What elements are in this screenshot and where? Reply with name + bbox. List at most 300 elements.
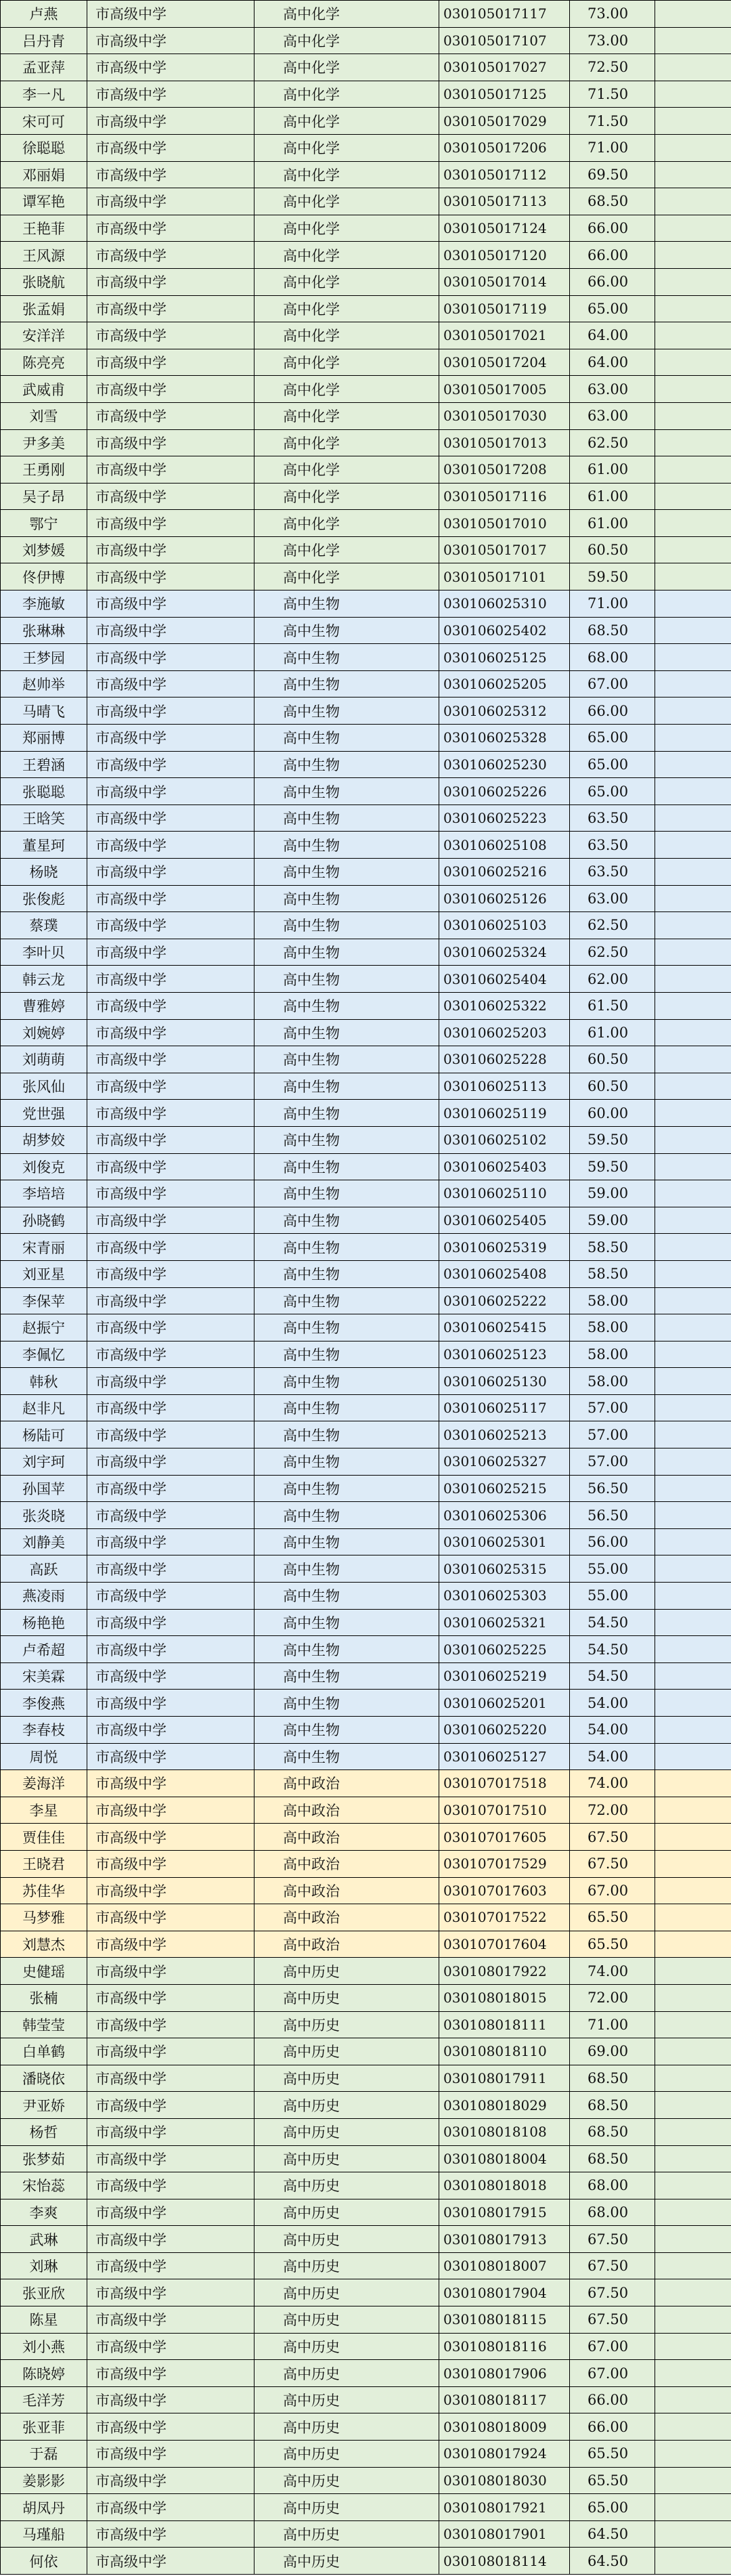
subject-cell: 高中政治	[254, 1824, 439, 1851]
empty-cell	[655, 1931, 731, 1958]
candidate-name-cell: 韩莹莹	[1, 2011, 87, 2038]
school-cell: 市高级中学	[87, 2467, 254, 2494]
table-row	[1, 108, 731, 135]
subject-cell: 高中历史	[254, 2441, 439, 2468]
table-row	[1, 402, 731, 429]
empty-cell	[655, 2333, 731, 2360]
candidate-name-cell: 史健瑶	[1, 1958, 87, 1985]
ticket-number-cell: 030106025103	[439, 912, 570, 939]
table-row	[1, 456, 731, 484]
empty-cell	[655, 2494, 731, 2521]
subject-cell: 高中化学	[254, 483, 439, 510]
score-cell: 68.50	[570, 2065, 655, 2092]
subject-cell: 高中历史	[254, 2038, 439, 2065]
score-cell: 63.50	[570, 804, 655, 832]
subject-cell: 高中生物	[254, 966, 439, 993]
score-cell: 63.50	[570, 859, 655, 886]
school-cell: 市高级中学	[87, 1341, 254, 1368]
table-row	[1, 2038, 731, 2065]
table-row	[1, 939, 731, 966]
score-cell: 62.50	[570, 939, 655, 966]
subject-cell: 高中生物	[254, 859, 439, 886]
subject-cell: 高中化学	[254, 188, 439, 215]
candidate-name-cell: 王晗笑	[1, 804, 87, 832]
candidate-name-cell: 姜海洋	[1, 1770, 87, 1797]
subject-cell: 高中生物	[254, 832, 439, 859]
candidate-name-cell: 张风仙	[1, 1073, 87, 1100]
candidate-name-cell: 蔡璞	[1, 912, 87, 939]
table-row	[1, 1046, 731, 1073]
table-row	[1, 1877, 731, 1904]
subject-cell: 高中生物	[254, 1528, 439, 1555]
ticket-number-cell: 030106025110	[439, 1180, 570, 1207]
subject-cell: 高中历史	[254, 1958, 439, 1985]
candidate-name-cell: 武威甫	[1, 376, 87, 403]
score-cell: 58.00	[570, 1314, 655, 1341]
subject-cell: 高中生物	[254, 1502, 439, 1529]
score-cell: 54.50	[570, 1636, 655, 1663]
empty-cell	[655, 536, 731, 563]
score-cell: 67.50	[570, 2306, 655, 2334]
candidate-name-cell: 曹雅婷	[1, 992, 87, 1019]
ticket-number-cell: 030106025312	[439, 697, 570, 725]
ticket-number-cell: 030106025126	[439, 885, 570, 912]
empty-cell	[655, 2360, 731, 2387]
ticket-number-cell: 030106025327	[439, 1448, 570, 1476]
school-cell: 市高级中学	[87, 54, 254, 81]
candidate-name-cell: 高跃	[1, 1555, 87, 1583]
school-cell: 市高级中学	[87, 1448, 254, 1476]
ticket-number-cell: 030108018108	[439, 2118, 570, 2145]
score-cell: 54.00	[570, 1717, 655, 1744]
school-cell: 市高级中学	[87, 778, 254, 805]
ticket-number-cell: 030106025322	[439, 992, 570, 1019]
table-row	[1, 2548, 731, 2575]
empty-cell	[655, 591, 731, 618]
score-cell: 63.50	[570, 832, 655, 859]
score-cell: 57.00	[570, 1394, 655, 1421]
empty-cell	[655, 1609, 731, 1636]
candidate-name-cell: 张梦茹	[1, 2145, 87, 2172]
candidate-name-cell: 燕凌雨	[1, 1583, 87, 1610]
score-cell: 59.00	[570, 1180, 655, 1207]
candidate-name-cell: 张炎晓	[1, 1502, 87, 1529]
subject-cell: 高中历史	[254, 2520, 439, 2548]
empty-cell	[655, 1019, 731, 1046]
score-cell: 54.00	[570, 1743, 655, 1770]
subject-cell: 高中历史	[254, 2145, 439, 2172]
table-row	[1, 563, 731, 591]
school-cell: 市高级中学	[87, 483, 254, 510]
candidate-name-cell: 王梦园	[1, 644, 87, 671]
score-cell: 64.50	[570, 2548, 655, 2575]
table-row	[1, 1260, 731, 1287]
score-cell: 67.50	[570, 2279, 655, 2306]
ticket-number-cell: 030105017124	[439, 215, 570, 242]
ticket-number-cell: 030106025219	[439, 1662, 570, 1690]
candidate-name-cell: 张琳琳	[1, 617, 87, 644]
empty-cell	[655, 1314, 731, 1341]
candidate-name-cell: 周悦	[1, 1743, 87, 1770]
subject-cell: 高中生物	[254, 1073, 439, 1100]
empty-cell	[655, 1502, 731, 1529]
ticket-number-cell: 030106025205	[439, 670, 570, 697]
table-row	[1, 268, 731, 295]
table-row	[1, 1421, 731, 1448]
ticket-number-cell: 030106025303	[439, 1583, 570, 1610]
score-cell: 68.00	[570, 2199, 655, 2226]
ticket-number-cell: 030106025201	[439, 1690, 570, 1717]
empty-cell	[655, 1850, 731, 1877]
ticket-number-cell: 030106025328	[439, 725, 570, 752]
candidate-name-cell: 刘亚星	[1, 1260, 87, 1287]
subject-cell: 高中化学	[254, 161, 439, 188]
school-cell: 市高级中学	[87, 1234, 254, 1261]
subject-cell: 高中化学	[254, 108, 439, 135]
table-row	[1, 2118, 731, 2145]
ticket-number-cell: 030105017029	[439, 108, 570, 135]
school-cell: 市高级中学	[87, 1555, 254, 1583]
ticket-number-cell: 030108018114	[439, 2548, 570, 2575]
score-cell: 59.50	[570, 1153, 655, 1180]
school-cell: 市高级中学	[87, 1153, 254, 1180]
score-cell: 61.00	[570, 456, 655, 484]
empty-cell	[655, 510, 731, 537]
candidate-name-cell: 张楠	[1, 1984, 87, 2011]
empty-cell	[655, 1448, 731, 1476]
subject-cell: 高中历史	[254, 2118, 439, 2145]
score-cell: 65.00	[570, 725, 655, 752]
ticket-number-cell: 030108018116	[439, 2333, 570, 2360]
table-row	[1, 322, 731, 349]
table-row	[1, 429, 731, 456]
school-cell: 市高级中学	[87, 1797, 254, 1824]
empty-cell	[655, 1, 731, 28]
score-cell: 56.50	[570, 1475, 655, 1502]
ticket-number-cell: 030108017915	[439, 2199, 570, 2226]
subject-cell: 高中政治	[254, 1931, 439, 1958]
school-cell: 市高级中学	[87, 536, 254, 563]
candidate-name-cell: 卢燕	[1, 1, 87, 28]
school-cell: 市高级中学	[87, 2011, 254, 2038]
subject-cell: 高中化学	[254, 242, 439, 269]
empty-cell	[655, 1770, 731, 1797]
table-row	[1, 751, 731, 778]
ticket-number-cell: 030105017107	[439, 27, 570, 54]
ticket-number-cell: 030106025223	[439, 804, 570, 832]
subject-cell: 高中化学	[254, 376, 439, 403]
subject-cell: 高中历史	[254, 2494, 439, 2521]
subject-cell: 高中历史	[254, 2548, 439, 2575]
empty-cell	[655, 1528, 731, 1555]
subject-cell: 高中历史	[254, 2172, 439, 2199]
subject-cell: 高中历史	[254, 2011, 439, 2038]
empty-cell	[655, 161, 731, 188]
score-cell: 69.50	[570, 161, 655, 188]
candidate-name-cell: 尹多美	[1, 429, 87, 456]
score-cell: 68.50	[570, 2118, 655, 2145]
table-row	[1, 1475, 731, 1502]
table-row	[1, 670, 731, 697]
table-row	[1, 349, 731, 376]
table-row	[1, 2199, 731, 2226]
table-row	[1, 1207, 731, 1234]
subject-cell: 高中生物	[254, 1475, 439, 1502]
candidate-name-cell: 韩秋	[1, 1368, 87, 1395]
table-row	[1, 832, 731, 859]
table-row	[1, 912, 731, 939]
candidate-name-cell: 马梦雅	[1, 1904, 87, 1931]
school-cell: 市高级中学	[87, 429, 254, 456]
table-row	[1, 1502, 731, 1529]
school-cell: 市高级中学	[87, 510, 254, 537]
ticket-number-cell: 030106025301	[439, 1528, 570, 1555]
ticket-number-cell: 030105017013	[439, 429, 570, 456]
score-cell: 71.50	[570, 81, 655, 108]
ticket-number-cell: 030106025113	[439, 1073, 570, 1100]
subject-cell: 高中生物	[254, 1636, 439, 1663]
empty-cell	[655, 402, 731, 429]
empty-cell	[655, 322, 731, 349]
subject-cell: 高中化学	[254, 536, 439, 563]
school-cell: 市高级中学	[87, 2199, 254, 2226]
empty-cell	[655, 188, 731, 215]
subject-cell: 高中生物	[254, 1368, 439, 1395]
subject-cell: 高中生物	[254, 992, 439, 1019]
subject-cell: 高中生物	[254, 725, 439, 752]
subject-cell: 高中历史	[254, 2306, 439, 2334]
table-row	[1, 2360, 731, 2387]
score-cell: 56.50	[570, 1502, 655, 1529]
table-row	[1, 1073, 731, 1100]
candidate-name-cell: 李保苹	[1, 1287, 87, 1314]
subject-cell: 高中生物	[254, 1743, 439, 1770]
table-row	[1, 1314, 731, 1341]
ticket-number-cell: 030108018029	[439, 2092, 570, 2119]
table-row	[1, 725, 731, 752]
score-cell: 58.50	[570, 1234, 655, 1261]
empty-cell	[655, 912, 731, 939]
empty-cell	[655, 2226, 731, 2253]
empty-cell	[655, 456, 731, 484]
table-row	[1, 2494, 731, 2521]
ticket-number-cell: 030105017208	[439, 456, 570, 484]
school-cell: 市高级中学	[87, 295, 254, 322]
candidate-name-cell: 赵非凡	[1, 1394, 87, 1421]
candidate-name-cell: 于磊	[1, 2441, 87, 2468]
school-cell: 市高级中学	[87, 2306, 254, 2334]
candidate-name-cell: 郑丽博	[1, 725, 87, 752]
score-cell: 65.50	[570, 2441, 655, 2468]
score-cell: 61.00	[570, 483, 655, 510]
school-cell: 市高级中学	[87, 376, 254, 403]
school-cell: 市高级中学	[87, 2065, 254, 2092]
empty-cell	[655, 966, 731, 993]
subject-cell: 高中生物	[254, 1126, 439, 1153]
school-cell: 市高级中学	[87, 1207, 254, 1234]
ticket-number-cell: 030106025315	[439, 1555, 570, 1583]
school-cell: 市高级中学	[87, 2520, 254, 2548]
subject-cell: 高中历史	[254, 2360, 439, 2387]
table-row	[1, 1019, 731, 1046]
table-row	[1, 1394, 731, 1421]
table-row	[1, 1904, 731, 1931]
ticket-number-cell: 030106025415	[439, 1314, 570, 1341]
school-cell: 市高级中学	[87, 1421, 254, 1448]
score-cell: 67.50	[570, 2226, 655, 2253]
school-cell: 市高级中学	[87, 2172, 254, 2199]
candidate-name-cell: 刘静美	[1, 1528, 87, 1555]
empty-cell	[655, 617, 731, 644]
empty-cell	[655, 1260, 731, 1287]
subject-cell: 高中化学	[254, 402, 439, 429]
score-cell: 62.00	[570, 966, 655, 993]
ticket-number-cell: 030106025404	[439, 966, 570, 993]
school-cell: 市高级中学	[87, 725, 254, 752]
school-cell: 市高级中学	[87, 912, 254, 939]
candidate-name-cell: 王艳菲	[1, 215, 87, 242]
table-row	[1, 1341, 731, 1368]
ticket-number-cell: 030108018117	[439, 2386, 570, 2413]
candidate-name-cell: 宋美霖	[1, 1662, 87, 1690]
subject-cell: 高中生物	[254, 670, 439, 697]
ticket-number-cell: 030105017030	[439, 402, 570, 429]
score-cell: 62.50	[570, 912, 655, 939]
empty-cell	[655, 2011, 731, 2038]
score-cell: 59.50	[570, 1126, 655, 1153]
ticket-number-cell: 030105017014	[439, 268, 570, 295]
score-cell: 64.00	[570, 349, 655, 376]
score-cell: 61.00	[570, 1019, 655, 1046]
score-cell: 65.00	[570, 778, 655, 805]
candidate-name-cell: 尹亚娇	[1, 2092, 87, 2119]
empty-cell	[655, 295, 731, 322]
table-row	[1, 1958, 731, 1985]
school-cell: 市高级中学	[87, 2441, 254, 2468]
score-cell: 67.50	[570, 1850, 655, 1877]
score-cell: 66.00	[570, 2413, 655, 2441]
candidate-name-cell: 孟亚萍	[1, 54, 87, 81]
table-row	[1, 2172, 731, 2199]
candidate-name-cell: 李叶贝	[1, 939, 87, 966]
subject-cell: 高中历史	[254, 2279, 439, 2306]
school-cell: 市高级中学	[87, 2252, 254, 2279]
ticket-number-cell: 030105017010	[439, 510, 570, 537]
empty-cell	[655, 1180, 731, 1207]
table-row	[1, 1717, 731, 1744]
score-cell: 74.00	[570, 1770, 655, 1797]
table-row	[1, 2333, 731, 2360]
ticket-number-cell: 030106025119	[439, 1100, 570, 1127]
table-row	[1, 2252, 731, 2279]
school-cell: 市高级中学	[87, 1394, 254, 1421]
empty-cell	[655, 2145, 731, 2172]
ticket-number-cell: 030106025402	[439, 617, 570, 644]
table-row	[1, 992, 731, 1019]
table-row	[1, 1368, 731, 1395]
score-cell: 68.50	[570, 2092, 655, 2119]
ticket-number-cell: 030106025228	[439, 1046, 570, 1073]
candidate-name-cell: 张晓航	[1, 268, 87, 295]
ticket-number-cell: 030105017005	[439, 376, 570, 403]
score-cell: 73.00	[570, 1, 655, 28]
ticket-number-cell: 030107017518	[439, 1770, 570, 1797]
empty-cell	[655, 2386, 731, 2413]
candidate-name-cell: 宋可可	[1, 108, 87, 135]
score-cell: 69.00	[570, 2038, 655, 2065]
school-cell: 市高级中学	[87, 966, 254, 993]
score-cell: 65.50	[570, 2467, 655, 2494]
ticket-number-cell: 030108017906	[439, 2360, 570, 2387]
ticket-number-cell: 030106025321	[439, 1609, 570, 1636]
subject-cell: 高中化学	[254, 510, 439, 537]
score-cell: 74.00	[570, 1958, 655, 1985]
empty-cell	[655, 1743, 731, 1770]
subject-cell: 高中化学	[254, 27, 439, 54]
ticket-number-cell: 030108018115	[439, 2306, 570, 2334]
ticket-number-cell: 030108017901	[439, 2520, 570, 2548]
ticket-number-cell: 030106025102	[439, 1126, 570, 1153]
score-cell: 66.00	[570, 2386, 655, 2413]
subject-cell: 高中生物	[254, 1448, 439, 1476]
empty-cell	[655, 1797, 731, 1824]
empty-cell	[655, 2306, 731, 2334]
table-row	[1, 778, 731, 805]
empty-cell	[655, 429, 731, 456]
empty-cell	[655, 2467, 731, 2494]
candidate-name-cell: 刘小燕	[1, 2333, 87, 2360]
score-cell: 66.00	[570, 268, 655, 295]
candidate-name-cell: 刘婉婷	[1, 1019, 87, 1046]
table-row	[1, 1528, 731, 1555]
score-cell: 72.00	[570, 1797, 655, 1824]
subject-cell: 高中生物	[254, 1019, 439, 1046]
ticket-number-cell: 030106025226	[439, 778, 570, 805]
score-cell: 63.00	[570, 376, 655, 403]
empty-cell	[655, 134, 731, 161]
score-cell: 59.00	[570, 1207, 655, 1234]
table-row	[1, 27, 731, 54]
school-cell: 市高级中学	[87, 1260, 254, 1287]
candidate-name-cell: 李爽	[1, 2199, 87, 2226]
score-cell: 65.00	[570, 2494, 655, 2521]
subject-cell: 高中历史	[254, 2467, 439, 2494]
empty-cell	[655, 992, 731, 1019]
school-cell: 市高级中学	[87, 1770, 254, 1797]
school-cell: 市高级中学	[87, 1126, 254, 1153]
school-cell: 市高级中学	[87, 2279, 254, 2306]
candidate-name-cell: 陈星	[1, 2306, 87, 2334]
subject-cell: 高中生物	[254, 1153, 439, 1180]
ticket-number-cell: 030105017017	[439, 536, 570, 563]
candidate-name-cell: 王风源	[1, 242, 87, 269]
candidate-name-cell: 陈晓婷	[1, 2360, 87, 2387]
table-row	[1, 1, 731, 28]
candidate-name-cell: 谭军艳	[1, 188, 87, 215]
empty-cell	[655, 1046, 731, 1073]
ticket-number-cell: 030106025222	[439, 1287, 570, 1314]
school-cell: 市高级中学	[87, 697, 254, 725]
school-cell: 市高级中学	[87, 161, 254, 188]
subject-cell: 高中化学	[254, 215, 439, 242]
table-row	[1, 1770, 731, 1797]
empty-cell	[655, 1824, 731, 1851]
candidate-name-cell: 赵帅举	[1, 670, 87, 697]
candidate-name-cell: 董星珂	[1, 832, 87, 859]
school-cell: 市高级中学	[87, 1073, 254, 1100]
empty-cell	[655, 1207, 731, 1234]
empty-cell	[655, 1877, 731, 1904]
